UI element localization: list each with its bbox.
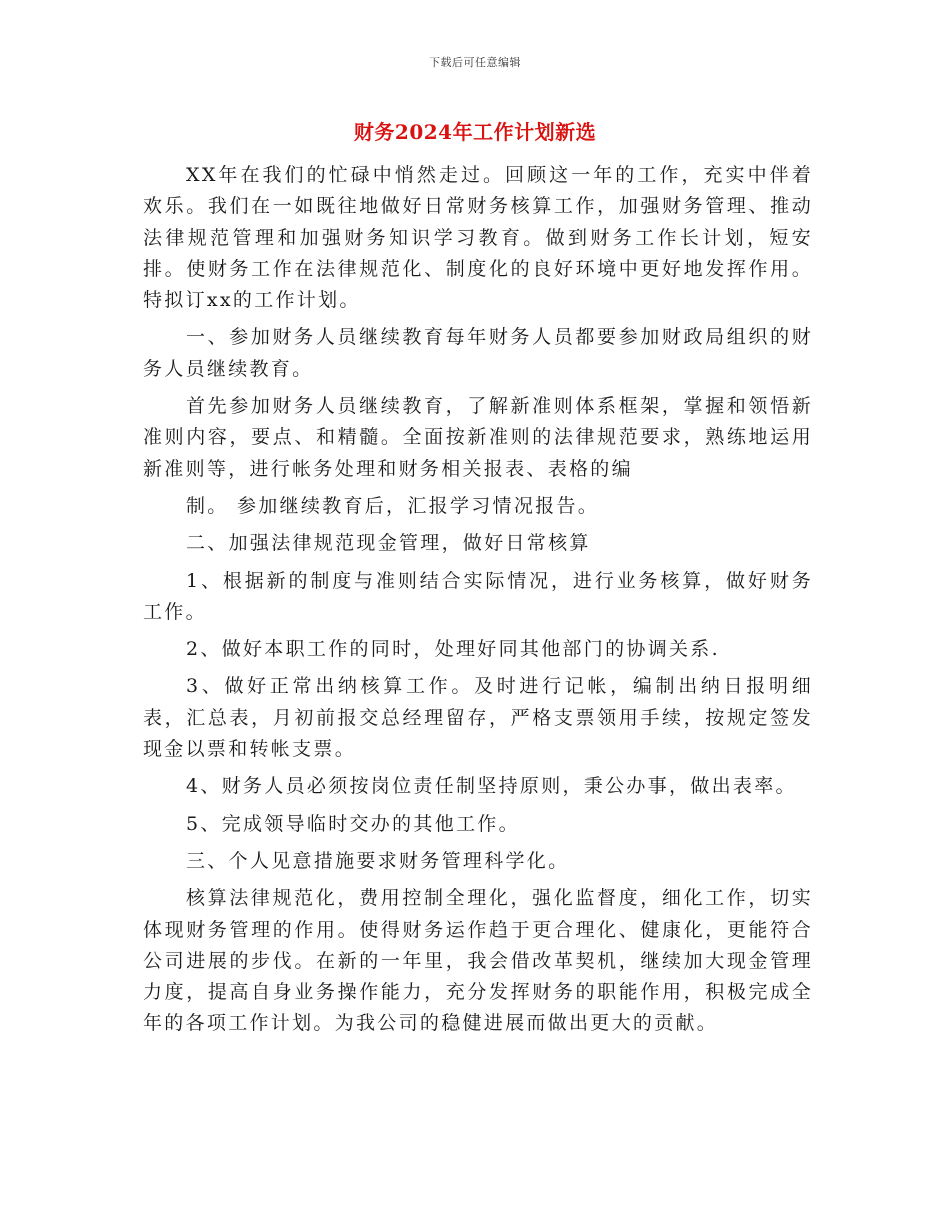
paragraph-item-2: 2、做好本职工作的同时，处理好同其他部门的协调关系. — [186, 638, 720, 661]
paragraph-item-4: 4、财务人员必须按岗位责任制坚持原则，秉公办事，做出表率。 — [186, 775, 797, 798]
paragraph-item-3: 3、做好正常出纳核算工作。及时进行记帐，编制出纳日报明细表，汇总表，月初前报交总经理留存，严格支票领用手续，按规定签发现金以票和转帐支票。 — [143, 675, 813, 761]
paragraph-section-3-heading: 三、个人见意措施要求财务管理科学化。 — [186, 849, 570, 872]
document-title: 财务2024年工作计划新选 — [353, 120, 597, 144]
header-note: 下载后可任意编辑 — [429, 56, 521, 69]
paragraph-intro: XX年在我们的忙碌中悄然走过。回顾这一年的工作，充实中伴着欢乐。我们在一如既往地做好日常财务核算工作，加强财务管理、推动法律规范管理和加强财务知识学习教育。做到财务工作长计划，短安排。使财务工作在法律规范化、制度化的良好环境中更好地发挥作用。特拟订xx的工作计划。 — [143, 164, 813, 312]
paragraph-section-2-heading: 二、加强法律规范现金管理，做好日常核算 — [186, 532, 591, 555]
paragraph-section-1-continued: 制。 参加继续教育后，汇报学习情况报告。 — [186, 494, 600, 517]
paragraph-section-1-heading: 一、参加财务人员继续教育每年财务人员都要参加财政局组织的财务人员继续教育。 — [143, 326, 813, 380]
document-body — [143, 160, 813, 1046]
paragraph-conclusion: 核算法律规范化，费用控制全理化，强化监督度，细化工作，切实体现财务管理的作用。使得财务运作趋于更合理化、健康化，更能符合公司进展的步伐。在新的一年里，我会借改革契机，继续加大现金管理力度，提高自身业务操作能力，充分发挥财务的职能作用，积极完成全年的各项工作计划。为我公司的稳健进展而做出更大的贡献。 — [143, 887, 813, 1035]
paragraph-item-5: 5、完成领导临时交办的其他工作。 — [186, 812, 520, 835]
paragraph-section-1-body: 首先参加财务人员继续教育，了解新准则体系框架，掌握和领悟新准则内容，要点、和精髓。全面按新准则的法律规范要求，熟练地运用新准则等，进行帐务处理和财务相关报表、表格的编 — [143, 395, 813, 480]
paragraph-item-1: 1、根据新的制度与准则结合实际情况，进行业务核算，做好财务工作。 — [143, 569, 813, 623]
